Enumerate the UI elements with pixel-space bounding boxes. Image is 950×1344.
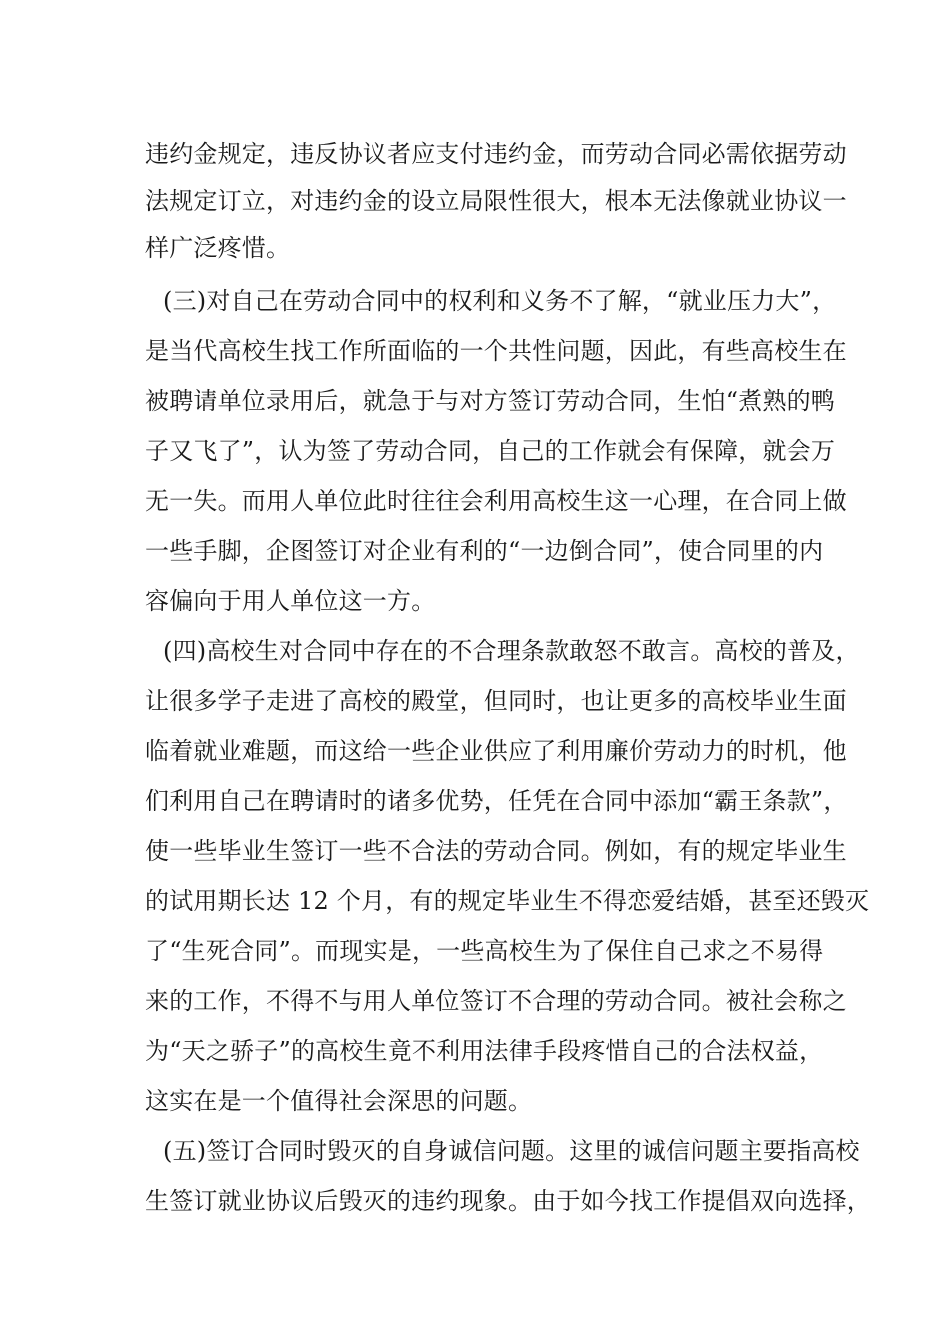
text-line: 法规定订立，对违约金的设立局限性很大，根本无法像就业协议一 xyxy=(145,187,847,215)
text-line: 让很多学子走进了高校的殿堂，但同时，也让更多的高校毕业生面 xyxy=(145,687,847,715)
text-line: 们利用自己在聘请时的诸多优势，任凭在合同中添加“霸王条款”， xyxy=(145,787,848,815)
text-line: (四)高校生对合同中存在的不合理条款敢怒不敢言。高校的普及， xyxy=(163,637,860,665)
text-line: 为“天之骄子”的高校生竟不利用法律手段疼惜自己的合法权益， xyxy=(145,1037,824,1065)
text-line: 容偏向于用人单位这一方。 xyxy=(145,587,436,615)
text-line: 样广泛疼惜。 xyxy=(145,234,291,262)
text-line: 是当代高校生找工作所面临的一个共性问题，因此，有些高校生在 xyxy=(145,337,847,365)
text-line: 无一失。而用人单位此时往往会利用高校生这一心理，在合同上做 xyxy=(145,487,847,515)
text-line: 子又飞了”，认为签了劳动合同，自己的工作就会有保障，就会万 xyxy=(145,437,836,465)
text-line: 了“生死合同”。而现实是，一些高校生为了保住自己求之不易得 xyxy=(145,937,824,965)
text-line: 生签订就业协议后毁灭的违约现象。由于如今找工作提倡双向选择， xyxy=(145,1187,871,1215)
text-line: 使一些毕业生签订一些不合法的劳动合同。例如，有的规定毕业生 xyxy=(145,837,847,865)
text-line: 临着就业难题，而这给一些企业供应了利用廉价劳动力的时机，他 xyxy=(145,737,847,765)
text-line: 被聘请单位录用后，就急于与对方签订劳动合同，生怕“煮熟的鸭 xyxy=(145,387,836,415)
text-line: 违约金规定，违反协议者应支付违约金，而劳动合同必需依据劳动 xyxy=(145,140,847,168)
text-line: (五)签订合同时毁灭的自身诚信问题。这里的诚信问题主要指高校 xyxy=(163,1137,860,1165)
text-line: 这实在是一个值得社会深思的问题。 xyxy=(145,1087,533,1115)
text-line: 来的工作，不得不与用人单位签订不合理的劳动合同。被社会称之 xyxy=(145,987,847,1015)
text-line: 的试用期长达 12 个月，有的规定毕业生不得恋爱结婚，甚至还毁灭 xyxy=(145,887,870,915)
text-line: 一些手脚，企图签订对企业有利的“一边倒合同”，使合同里的内 xyxy=(145,537,824,565)
text-line: (三)对自己在劳动合同中的权利和义务不了解，“就业压力大”， xyxy=(163,287,837,315)
